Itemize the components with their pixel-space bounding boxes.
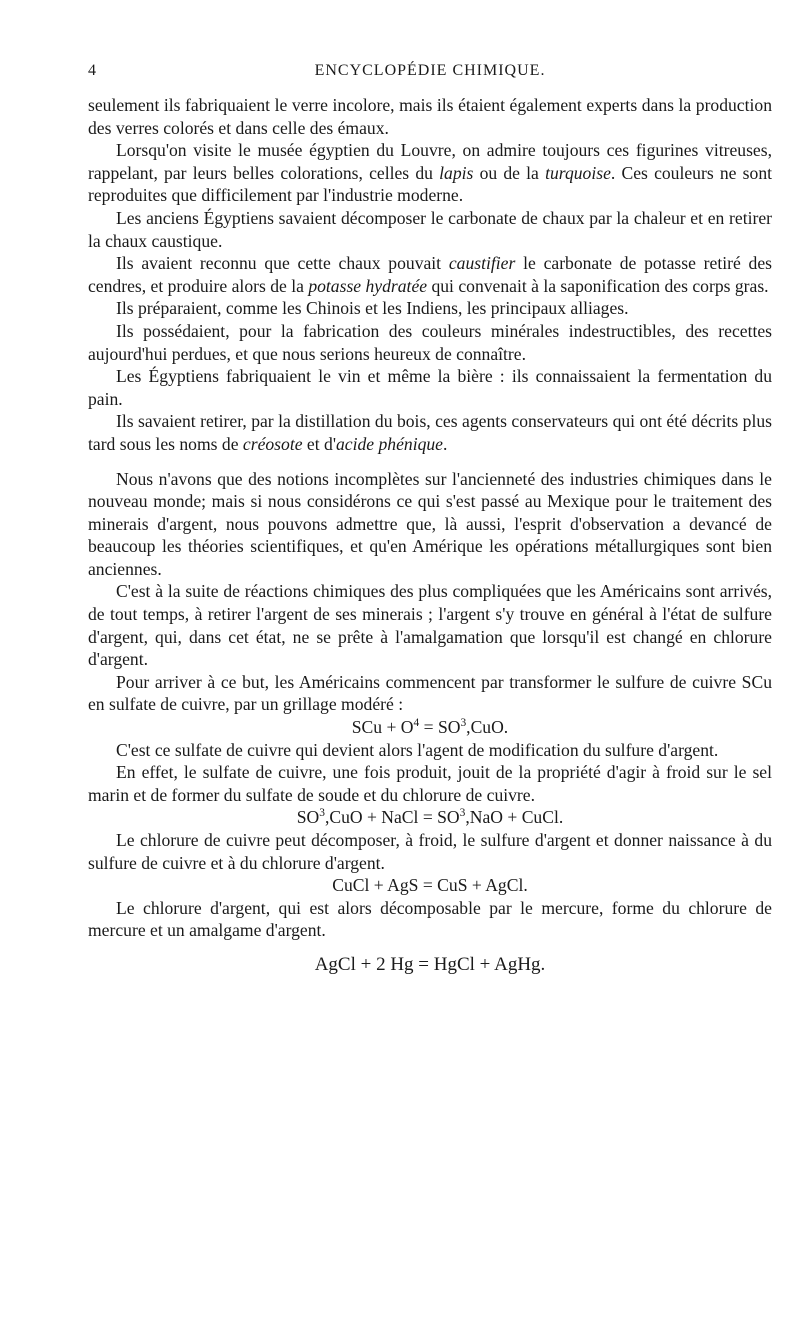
paragraph: seulement ils fabriquaient le verre incolore, mais ils étaient également experts dans la production des verres colorés et dans celle des émaux.	[88, 95, 772, 138]
chemical-equation: SCu + $O^4 = SO^3,CuO$.	[351, 717, 509, 738]
paragraph: Ils avaient reconnu que cette chaux pouvait caustifier le carbonate de potasse retiré des cendres, et produire alors de la potasse hydratée qui convenait à la saponification des corps gras.	[88, 253, 772, 296]
emphasis: caustifier	[448, 253, 516, 274]
emphasis: potasse hydratée	[308, 275, 428, 296]
emphasis: acide phénique	[336, 433, 443, 454]
page-body	[88, 94, 772, 977]
chemical-equation: $SO^3,CuO$ + NaCl = $SO^3,NaO$ + CuCl.	[296, 807, 564, 828]
emphasis: lapis	[439, 162, 474, 183]
paragraph: C'est à la suite de réactions chimiques des plus compliquées que les Américains sont arrivés, de tout temps, à retirer l'argent de ses minerais ; l'argent s'y trouve en général à l'état de sulfure d'argent, qui, dans cet état, ne se prête à l'amalgamation que lorsqu'il est changé en chlorure d'argent.	[88, 581, 772, 670]
paragraph: Le chlorure d'argent, qui est alors décomposable par le mercure, forme du chlorure de mercure et un amalgame d'argent.	[88, 897, 772, 941]
page-number: 4	[88, 62, 97, 79]
emphasis: turquoise	[545, 162, 611, 183]
paragraph: C'est ce sulfate de cuivre qui devient alors l'agent de modification du sulfure d'argent.	[116, 739, 719, 760]
paragraph: Ils savaient retirer, par la distillation du bois, ces agents conservateurs qui ont été décrits plus tard sous les noms de créosote et d'acide phénique.	[88, 411, 772, 454]
page-header	[88, 62, 772, 86]
paragraph: Lorsqu'on visite le musée égyptien du Louvre, on admire toujours ces figurines vitreuses, rappelant, par leurs belles colorations, celles du lapis ou de la turquoise. Ces couleurs ne sont reproduites que difficilement par l'industrie moderne.	[88, 140, 773, 206]
chemical-equation: AgCl + 2 Hg = HgCl + AgHg.	[314, 953, 546, 975]
paragraph: Pour arriver à ce but, les Américains commencent par transformer le sulfure de cuivre SCu en sulfate de cuivre, par un grillage modéré :	[88, 671, 772, 715]
paragraph: En effet, le sulfate de cuivre, une fois produit, jouit de la propriété d'agir à froid sur le sel marin et de former du sulfate de soude et du chlorure de cuivre.	[88, 762, 772, 805]
paragraph: Ils possédaient, pour la fabrication des couleurs minérales indestructibles, des recettes aujourd'hui perdues, et que nous serions heureux de connaître.	[88, 320, 772, 364]
running-title: ENCYCLOPÉDIE CHIMIQUE.	[314, 62, 546, 79]
paragraph: Nous n'avons que des notions incomplètes sur l'ancienneté des industries chimiques dans le nouveau monde; mais si nous considérons ce qui s'est passé au Mexique pour le traitement des minerais d'argent, nous pouvons admettre que, là aussi, l'esprit d'observation a devancé de beaucoup les théories scientifiques, et qu'en Amérique les opérations métallurgiques sont bien anciennes.	[88, 468, 772, 579]
emphasis: créosote	[242, 433, 303, 454]
paragraph: Les anciens Égyptiens savaient décomposer le carbonate de chaux par la chaleur et en retirer la chaux caustique.	[88, 207, 772, 251]
paragraph: Le chlorure de cuivre peut décomposer, à froid, le sulfure d'argent et donner naissance à du sulfure de cuivre et à du chlorure d'argent.	[88, 830, 772, 873]
paragraph: Les Égyptiens fabriquaient le vin et même la bière : ils connaissaient la fermentation du pain.	[88, 366, 772, 409]
paragraph: Ils préparaient, comme les Chinois et les Indiens, les principaux alliages.	[116, 298, 629, 319]
chemical-equation: CuCl + AgS = CuS + AgCl.	[332, 875, 528, 896]
